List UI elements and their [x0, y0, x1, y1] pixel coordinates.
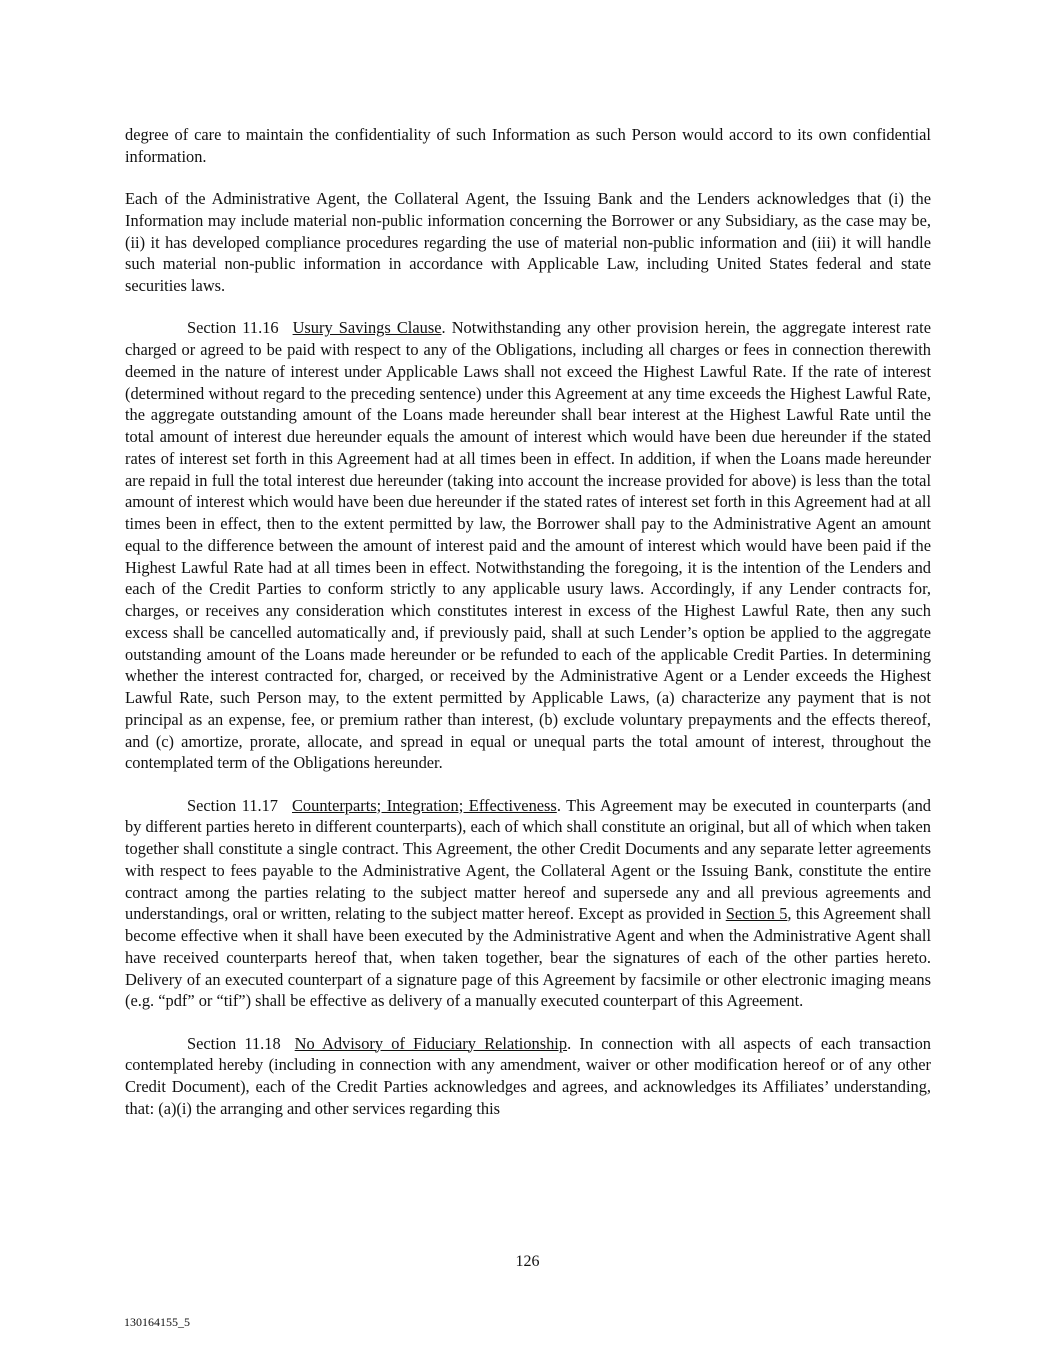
section-reference: Section 5 — [725, 904, 788, 924]
paragraph-confidentiality-end: degree of care to maintain the confidentiality of such Information as such Person would accord to its own confidential information. — [125, 125, 931, 166]
section-body: . Notwithstanding any other provision herein, the aggregate interest rate charged or agreed to be paid with respect to any of the Obligations, including all charges or fees in connection therewith deemed in the nature of interest under Applicable Laws shall not exceed the Highest Lawful Rate. If the rate of interest (determined without regard to the preceding sentence) under this Agreement at any time exceeds the Highest Lawful Rate, the aggregate outstanding amount of the Loans made hereunder shall bear interest at the Highest Lawful Rate until the total amount of interest due hereunder equals the amount of interest which would have been due hereunder if the stated rates of interest set forth in this Agreement had at all times been in effect. In addition, if when the Loans made hereunder are repaid in full the total interest due hereunder (taking into account the increase provided for above) is less than the total amount of interest which would have been due hereunder if the stated rates of interest set forth in this Agreement had at all times been in effect, then to the extent permitted by law, the Borrower shall pay to the Administrative Agent an amount equal to the difference between the amount of interest paid and the amount of interest which would have been paid if the Highest Lawful Rate had at all times been in effect. Notwithstanding the foregoing, it is the intention of the Lenders and each of the Credit Parties to conform strictly to any applicable usury laws. Accordingly, if any Lender contracts for, charges, or receives any consideration which constitutes interest in excess of the Highest Lawful Rate, then any such excess shall be cancelled automatically and, if previously paid, shall at such Lender’s option be applied to the aggregate outstanding amount of the Loans made hereunder or be refunded to each of the applicable Credit Parties. In determining whether the interest contracted for, charged, or received by the Administrative Agent or a Lender exceeds the Highest Lawful Rate, such Person may, to the extent permitted by Applicable Laws, (a) characterize any payment that is not principal as an expense, fee, or premium rather than interest, (b) exclude voluntary prepayments and the effects thereof, and (c) amortize, prorate, allocate, and spread in equal or unequal parts the total amount of interest, throughout the contemplated term of the Obligations hereunder. — [125, 318, 931, 773]
section-heading: No Advisory of Fiduciary Relationship — [294, 1033, 568, 1053]
document-body — [125, 124, 931, 1140]
section-number: Section 11.18 — [187, 1033, 281, 1053]
page-number: 126 — [515, 1253, 540, 1270]
section-number: Section 11.17 — [187, 795, 278, 815]
section-11-17 — [125, 795, 931, 1013]
section-heading: Usury Savings Clause — [292, 318, 442, 338]
document-id: 130164155_5 — [124, 1315, 190, 1329]
section-body: . This Agreement may be executed in counterparts (and by different parties hereto in different counterparts), each of which shall constitute an original, but all of which when taken together shall constitute a single contract. This Agreement, the other Credit Documents and any separate letter agreements with respect to fees payable to the Administrative Agent, the Collateral Agent or the Issuing Bank, constitute the entire contract among the parties relating to the subject matter hereof and supersede any and all previous agreements and understandings, oral or written, relating to the subject matter hereof. Except as provided in — [125, 795, 931, 924]
section-number: Section 11.16 — [187, 318, 279, 338]
section-body: . In connection with all aspects of each transaction contemplated hereby (including in connection with any amendment, waiver or other modification hereof or of any other Credit Document), each of the Credit Parties acknowledges and agrees, and acknowledges its Affiliates’ understanding, that: (a)(i) the arranging and other services regarding this — [125, 1033, 931, 1118]
section-11-18 — [125, 1033, 931, 1120]
section-heading: Counterparts; Integration; Effectiveness — [292, 795, 557, 815]
section-body-continued: , this Agreement shall become effective when it shall have been executed by the Administrative Agent and when the Administrative Agent shall have received counterparts hereof that, when taken together, bear the signatures of each of the other parties hereto. Delivery of an executed counterpart of a signature page of this Agreement by facsimile or other electronic imaging means (e.g. “pdf” or “tif”) shall be effective as delivery of a manually executed counterpart of this Agreement. — [125, 904, 932, 1011]
section-11-16 — [125, 317, 931, 774]
paragraph-acknowledgement: Each of the Administrative Agent, the Collateral Agent, the Issuing Bank and the Lenders acknowledges that (i) the Information may include material non-public information concerning the Borrower or any Subsidiary, as the case may be, (ii) it has developed compliance procedures regarding the use of material non-public information and (iii) it will handle such material non-public information in accordance with Applicable Law, including United States federal and state securities laws. — [125, 189, 931, 295]
